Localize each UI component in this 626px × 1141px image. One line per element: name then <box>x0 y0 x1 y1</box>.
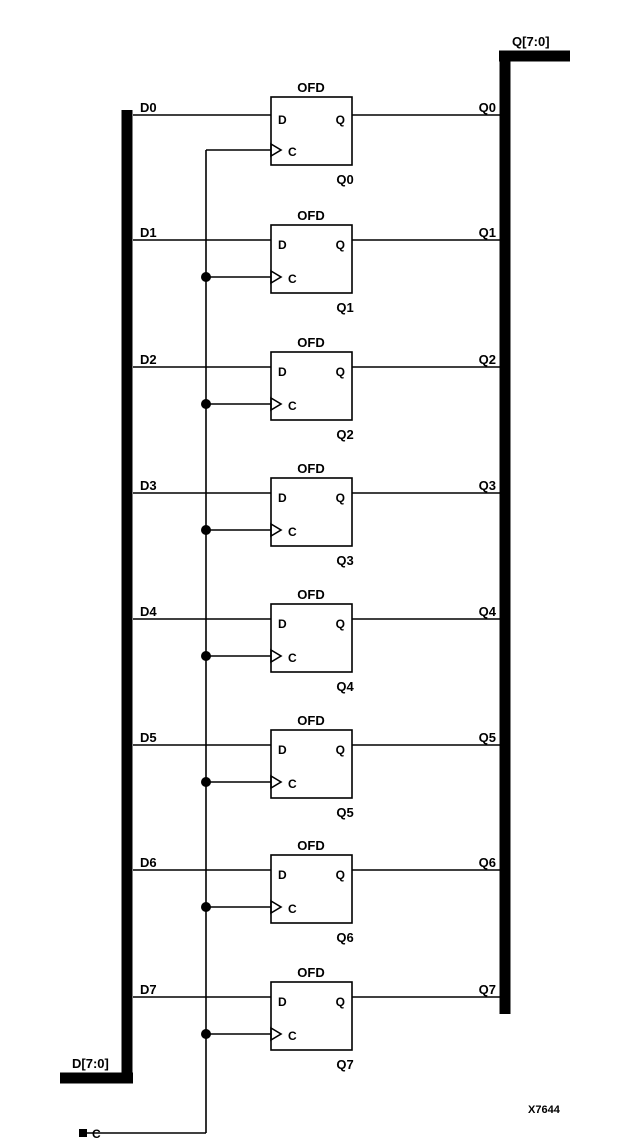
symbol-label-6: OFD <box>297 838 325 853</box>
pin-d-0: D <box>278 113 287 127</box>
ofd-box-6 <box>271 855 352 923</box>
clock-label: C <box>92 1127 101 1141</box>
junction-dot-1 <box>201 272 211 282</box>
output-label-3: Q3 <box>478 478 496 493</box>
pin-c-7: C <box>288 1029 297 1043</box>
input-label-1: D1 <box>140 225 157 240</box>
instance-label-1: Q1 <box>336 300 354 315</box>
instance-label-6: Q6 <box>336 930 354 945</box>
output-label-2: Q2 <box>478 352 496 367</box>
instance-label-4: Q4 <box>336 679 354 694</box>
pin-q-6: Q <box>335 868 345 882</box>
symbol-label-4: OFD <box>297 587 325 602</box>
ofd-box-7 <box>271 982 352 1050</box>
input-bus-label: D[7:0] <box>72 1056 109 1071</box>
symbol-label-1: OFD <box>297 208 325 223</box>
output-label-6: Q6 <box>478 855 496 870</box>
input-label-0: D0 <box>140 100 157 115</box>
pin-q-5: Q <box>335 743 345 757</box>
input-label-3: D3 <box>140 478 157 493</box>
pin-c-2: C <box>288 399 297 413</box>
junction-dot-7 <box>201 1029 211 1039</box>
pin-d-3: D <box>278 491 287 505</box>
stage-3 <box>133 461 500 568</box>
input-label-2: D2 <box>140 352 157 367</box>
stage-6 <box>133 838 500 945</box>
instance-label-2: Q2 <box>336 427 354 442</box>
ofd-box-5 <box>271 730 352 798</box>
output-label-0: Q0 <box>478 100 496 115</box>
stage-1 <box>133 208 500 315</box>
junction-dot-6 <box>201 902 211 912</box>
pin-d-6: D <box>278 868 287 882</box>
stage-7 <box>133 965 500 1072</box>
instance-label-7: Q7 <box>336 1057 354 1072</box>
junction-dot-4 <box>201 651 211 661</box>
junction-dot-2 <box>201 399 211 409</box>
input-label-7: D7 <box>140 982 157 997</box>
output-label-4: Q4 <box>478 604 496 619</box>
pin-q-1: Q <box>335 238 345 252</box>
output-label-7: Q7 <box>478 982 496 997</box>
input-label-6: D6 <box>140 855 157 870</box>
stage-5 <box>133 713 500 820</box>
ofd-box-0 <box>271 97 352 165</box>
output-label-5: Q5 <box>478 730 496 745</box>
instance-label-3: Q3 <box>336 553 354 568</box>
output-label-1: Q1 <box>478 225 496 240</box>
pin-c-6: C <box>288 902 297 916</box>
instance-label-5: Q5 <box>336 805 354 820</box>
pin-q-0: Q <box>335 113 345 127</box>
stage-4 <box>133 587 500 694</box>
pin-c-4: C <box>288 651 297 665</box>
input-label-5: D5 <box>140 730 157 745</box>
pin-q-4: Q <box>335 617 345 631</box>
symbol-label-2: OFD <box>297 335 325 350</box>
ofd-box-4 <box>271 604 352 672</box>
pin-d-4: D <box>278 617 287 631</box>
ofd-box-2 <box>271 352 352 420</box>
pin-d-2: D <box>278 365 287 379</box>
symbol-label-0: OFD <box>297 80 325 95</box>
pin-c-5: C <box>288 777 297 791</box>
pin-q-7: Q <box>335 995 345 1009</box>
symbol-label-3: OFD <box>297 461 325 476</box>
clock-terminal-marker <box>79 1129 87 1137</box>
output-bus-label: Q[7:0] <box>512 34 550 49</box>
stage-0 <box>133 80 500 187</box>
junction-dot-5 <box>201 777 211 787</box>
symbol-label-7: OFD <box>297 965 325 980</box>
symbol-label-5: OFD <box>297 713 325 728</box>
input-label-4: D4 <box>140 604 157 619</box>
pin-c-0: C <box>288 145 297 159</box>
pin-d-1: D <box>278 238 287 252</box>
pin-q-2: Q <box>335 365 345 379</box>
pin-q-3: Q <box>335 491 345 505</box>
ofd-box-1 <box>271 225 352 293</box>
pin-c-3: C <box>288 525 297 539</box>
pin-c-1: C <box>288 272 297 286</box>
stage-2 <box>133 335 500 442</box>
ofd-box-3 <box>271 478 352 546</box>
junction-dot-3 <box>201 525 211 535</box>
pin-d-7: D <box>278 995 287 1009</box>
figure-code: X7644 <box>528 1104 560 1116</box>
instance-label-0: Q0 <box>336 172 354 187</box>
pin-d-5: D <box>278 743 287 757</box>
